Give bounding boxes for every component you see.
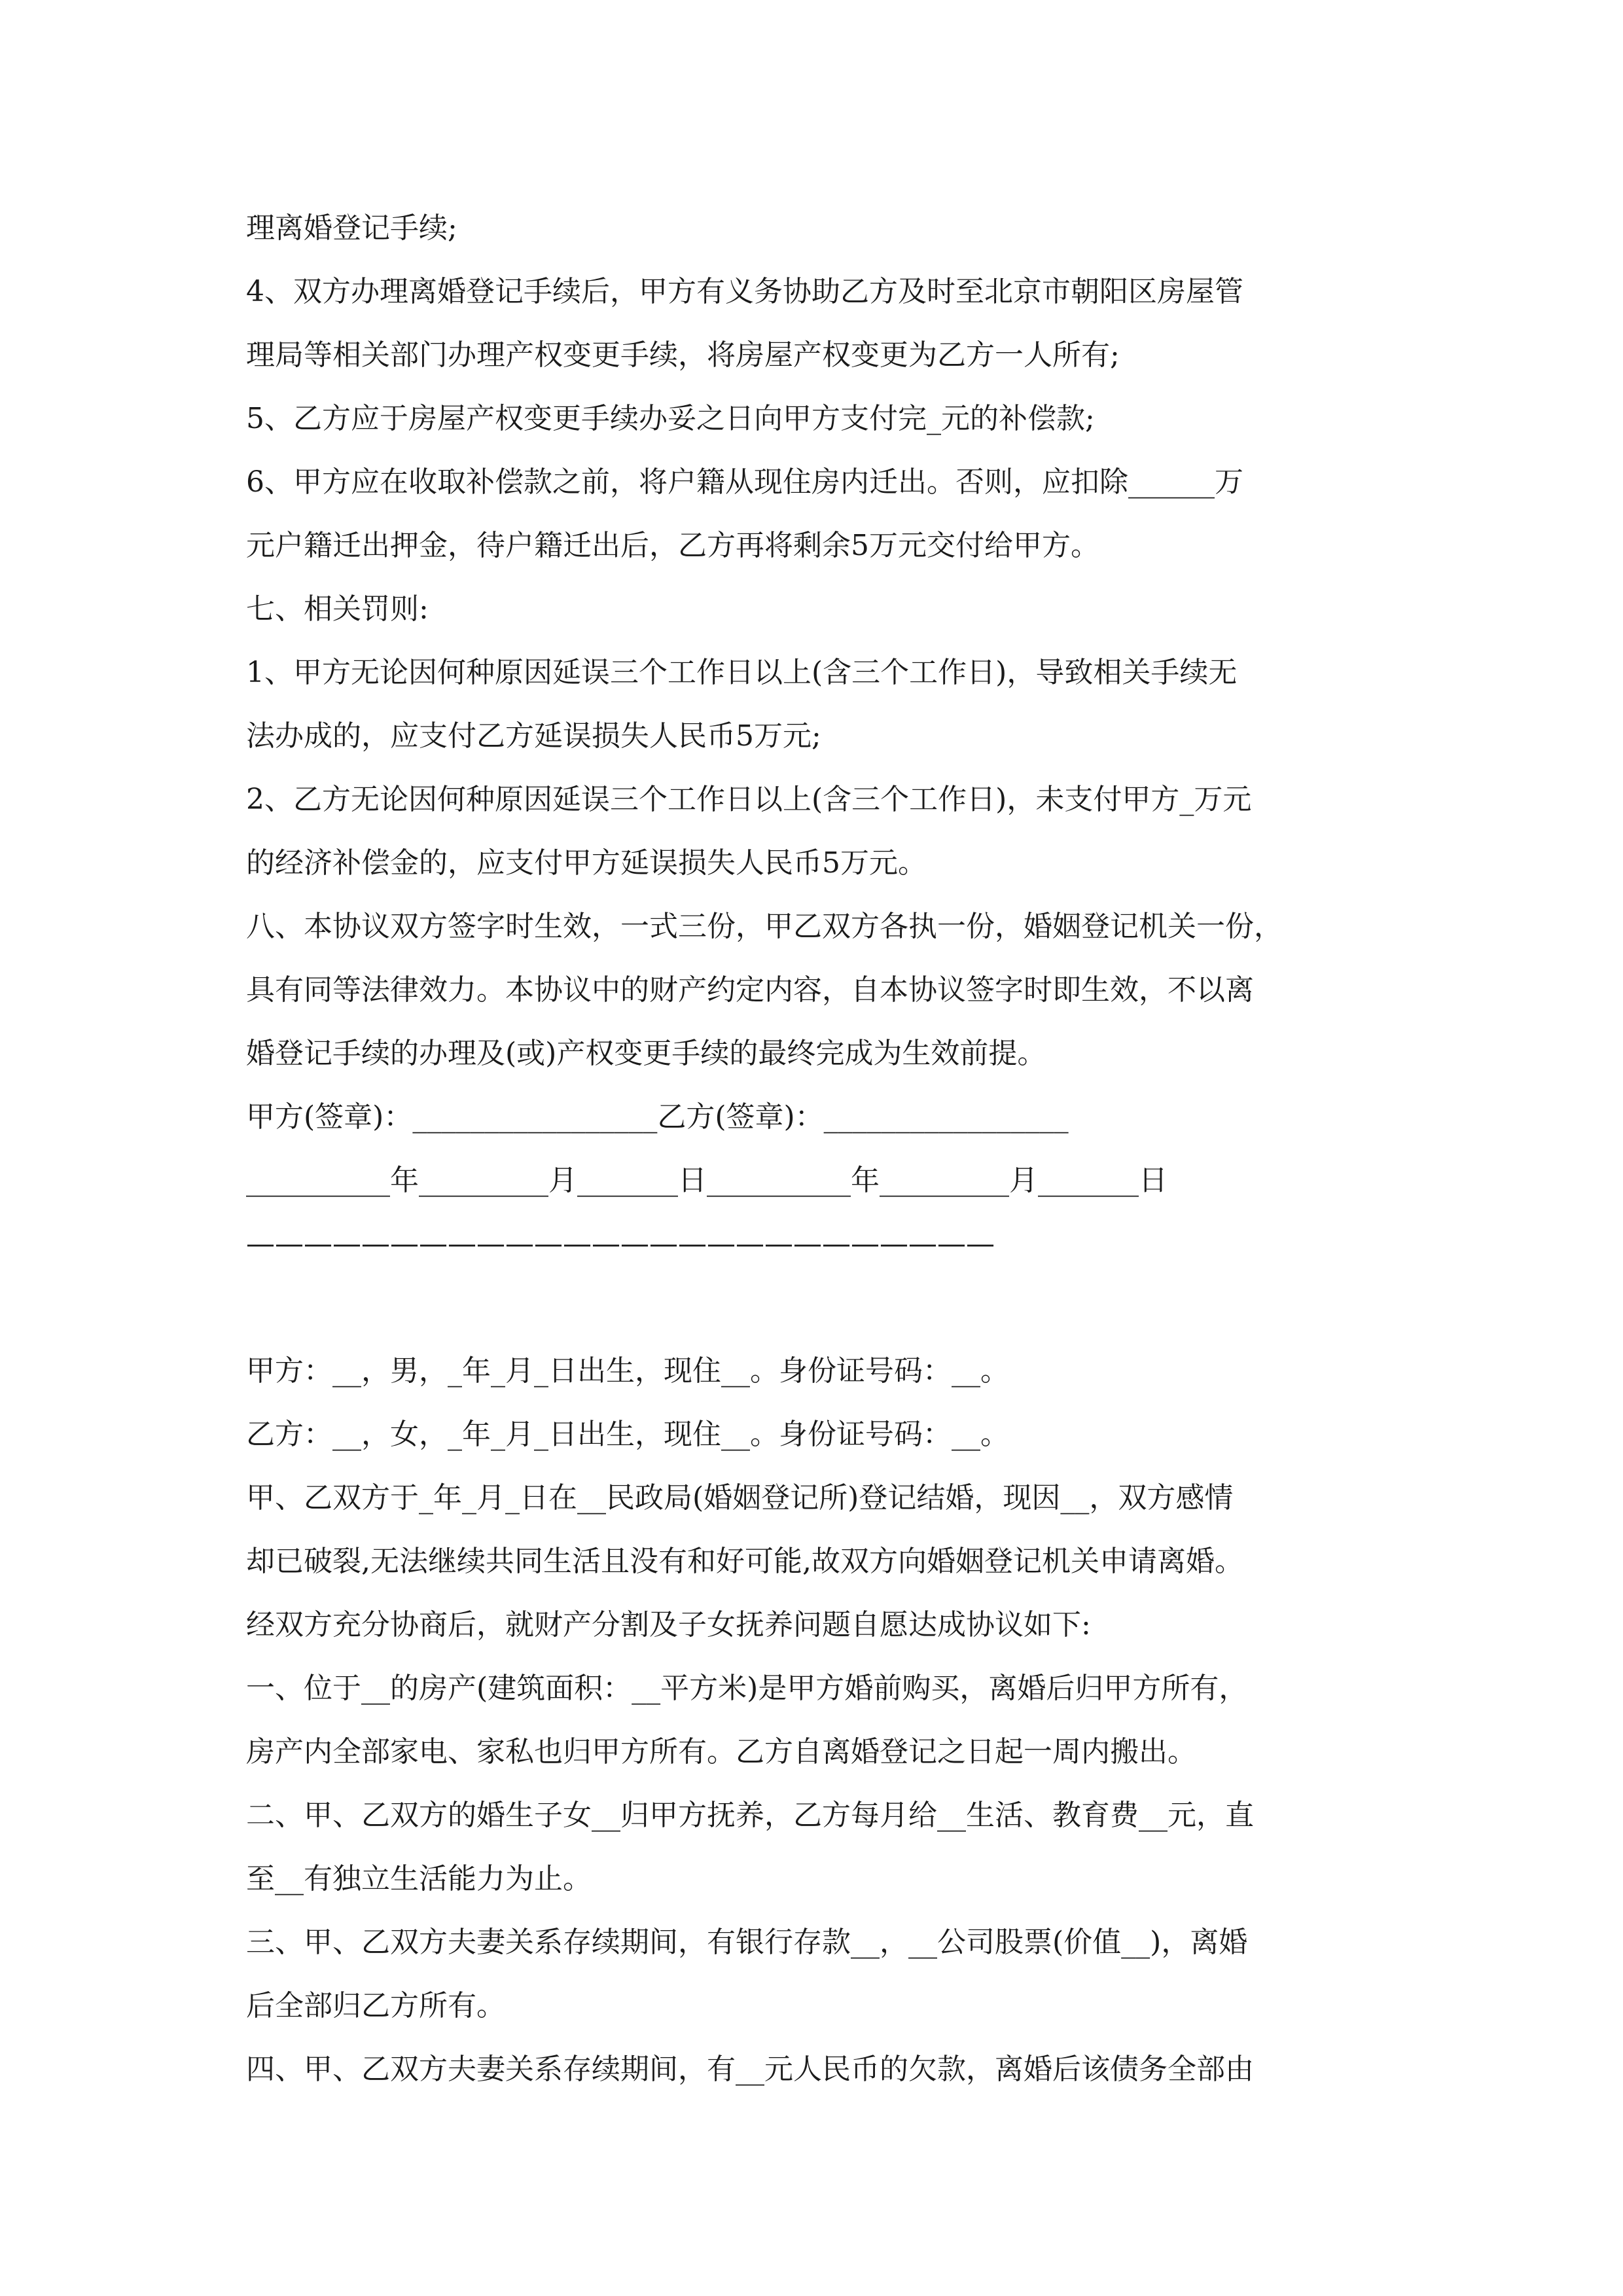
text-line: 二、甲、乙双方的婚生子女__归甲方抚养，乙方每月给__生活、教育费__元，直: [246, 1799, 1254, 1832]
blank-spacer: [246, 1276, 1398, 1339]
text-line: 理离婚登记手续;: [246, 211, 457, 245]
text-line: 的经济补偿金的，应支付甲方延误损失人民币5万元。: [246, 846, 927, 880]
text-line: 却已破裂,无法继续共同生活且没有和好可能,故双方向婚姻登记机关申请离婚。: [246, 1545, 1243, 1578]
text-line: 1、甲方无论因何种原因延误三个工作日以上(含三个工作日)，导致相关手续无: [246, 656, 1238, 689]
text-line: 三、甲、乙双方夫妻关系存续期间，有银行存款__，__公司股票(价值__)，离婚: [246, 1926, 1248, 1959]
text-line: 4、双方办理离婚登记手续后，甲方有义务协助乙方及时至北京市朝阳区房屋管: [246, 275, 1243, 308]
text-line: 四、甲、乙双方夫妻关系存续期间，有__元人民币的欠款，离婚后该债务全部由: [246, 2053, 1254, 2086]
text-line: 婚登记手续的办理及(或)产权变更手续的最终完成为生效前提。: [246, 1037, 1046, 1070]
signature-line: 甲方(签章)：_________________乙方(签章)：_________________: [246, 1100, 1069, 1134]
document-page: [246, 196, 1398, 2101]
text-line: 八、本协议双方签字时生效，一式三份，甲乙双方各执一份，婚姻登记机关一份，: [246, 910, 1283, 943]
text-line: 5、乙方应于房屋产权变更手续办妥之日向甲方支付完_元的补偿款;: [246, 402, 1095, 435]
text-line: 房产内全部家电、家私也归甲方所有。乙方自离婚登记之日起一周内搬出。: [246, 1735, 1196, 1768]
text-line: 甲、乙双方于_年_月_日在__民政局(婚姻登记所)登记结婚，现因__，双方感情: [246, 1481, 1234, 1515]
text-line: 具有同等法律效力。本协议中的财产约定内容，自本协议签字时即生效，不以离: [246, 973, 1254, 1007]
date-line: __________年_________月_______日__________年_________月_______日: [246, 1164, 1168, 1197]
text-line: 2、乙方无论因何种原因延误三个工作日以上(含三个工作日)，未支付甲方_万元: [246, 783, 1252, 816]
section-heading: 七、相关罚则:: [246, 592, 429, 626]
text-line: 元户籍迁出押金，待户籍迁出后，乙方再将剩余5万元交付给甲方。: [246, 529, 1099, 562]
text-line: 经双方充分协商后，就财产分割及子女抚养问题自愿达成协议如下:: [246, 1608, 1091, 1641]
divider-line: ——————————————————————————: [246, 1227, 995, 1261]
text-line: 理局等相关部门办理产权变更手续，将房屋产权变更为乙方一人所有;: [246, 338, 1120, 372]
text-line: 一、位于__的房产(建筑面积：__平方米)是甲方婚前购买，离婚后归甲方所有，: [246, 1672, 1248, 1705]
text-line: 至__有独立生活能力为止。: [246, 1862, 592, 1895]
text-line: 6、甲方应在收取补偿款之前，将户籍从现住房内迁出。否则，应扣除______万: [246, 465, 1243, 499]
text-line: 法办成的，应支付乙方延误损失人民币5万元;: [246, 719, 821, 753]
text-line: 乙方：__，女，_年_月_日出生，现住__。身份证号码：__。: [246, 1418, 1009, 1451]
text-line: 甲方：__，男，_年_月_日出生，现住__。身份证号码：__。: [246, 1354, 1009, 1388]
text-line: 后全部归乙方所有。: [246, 1989, 505, 2022]
